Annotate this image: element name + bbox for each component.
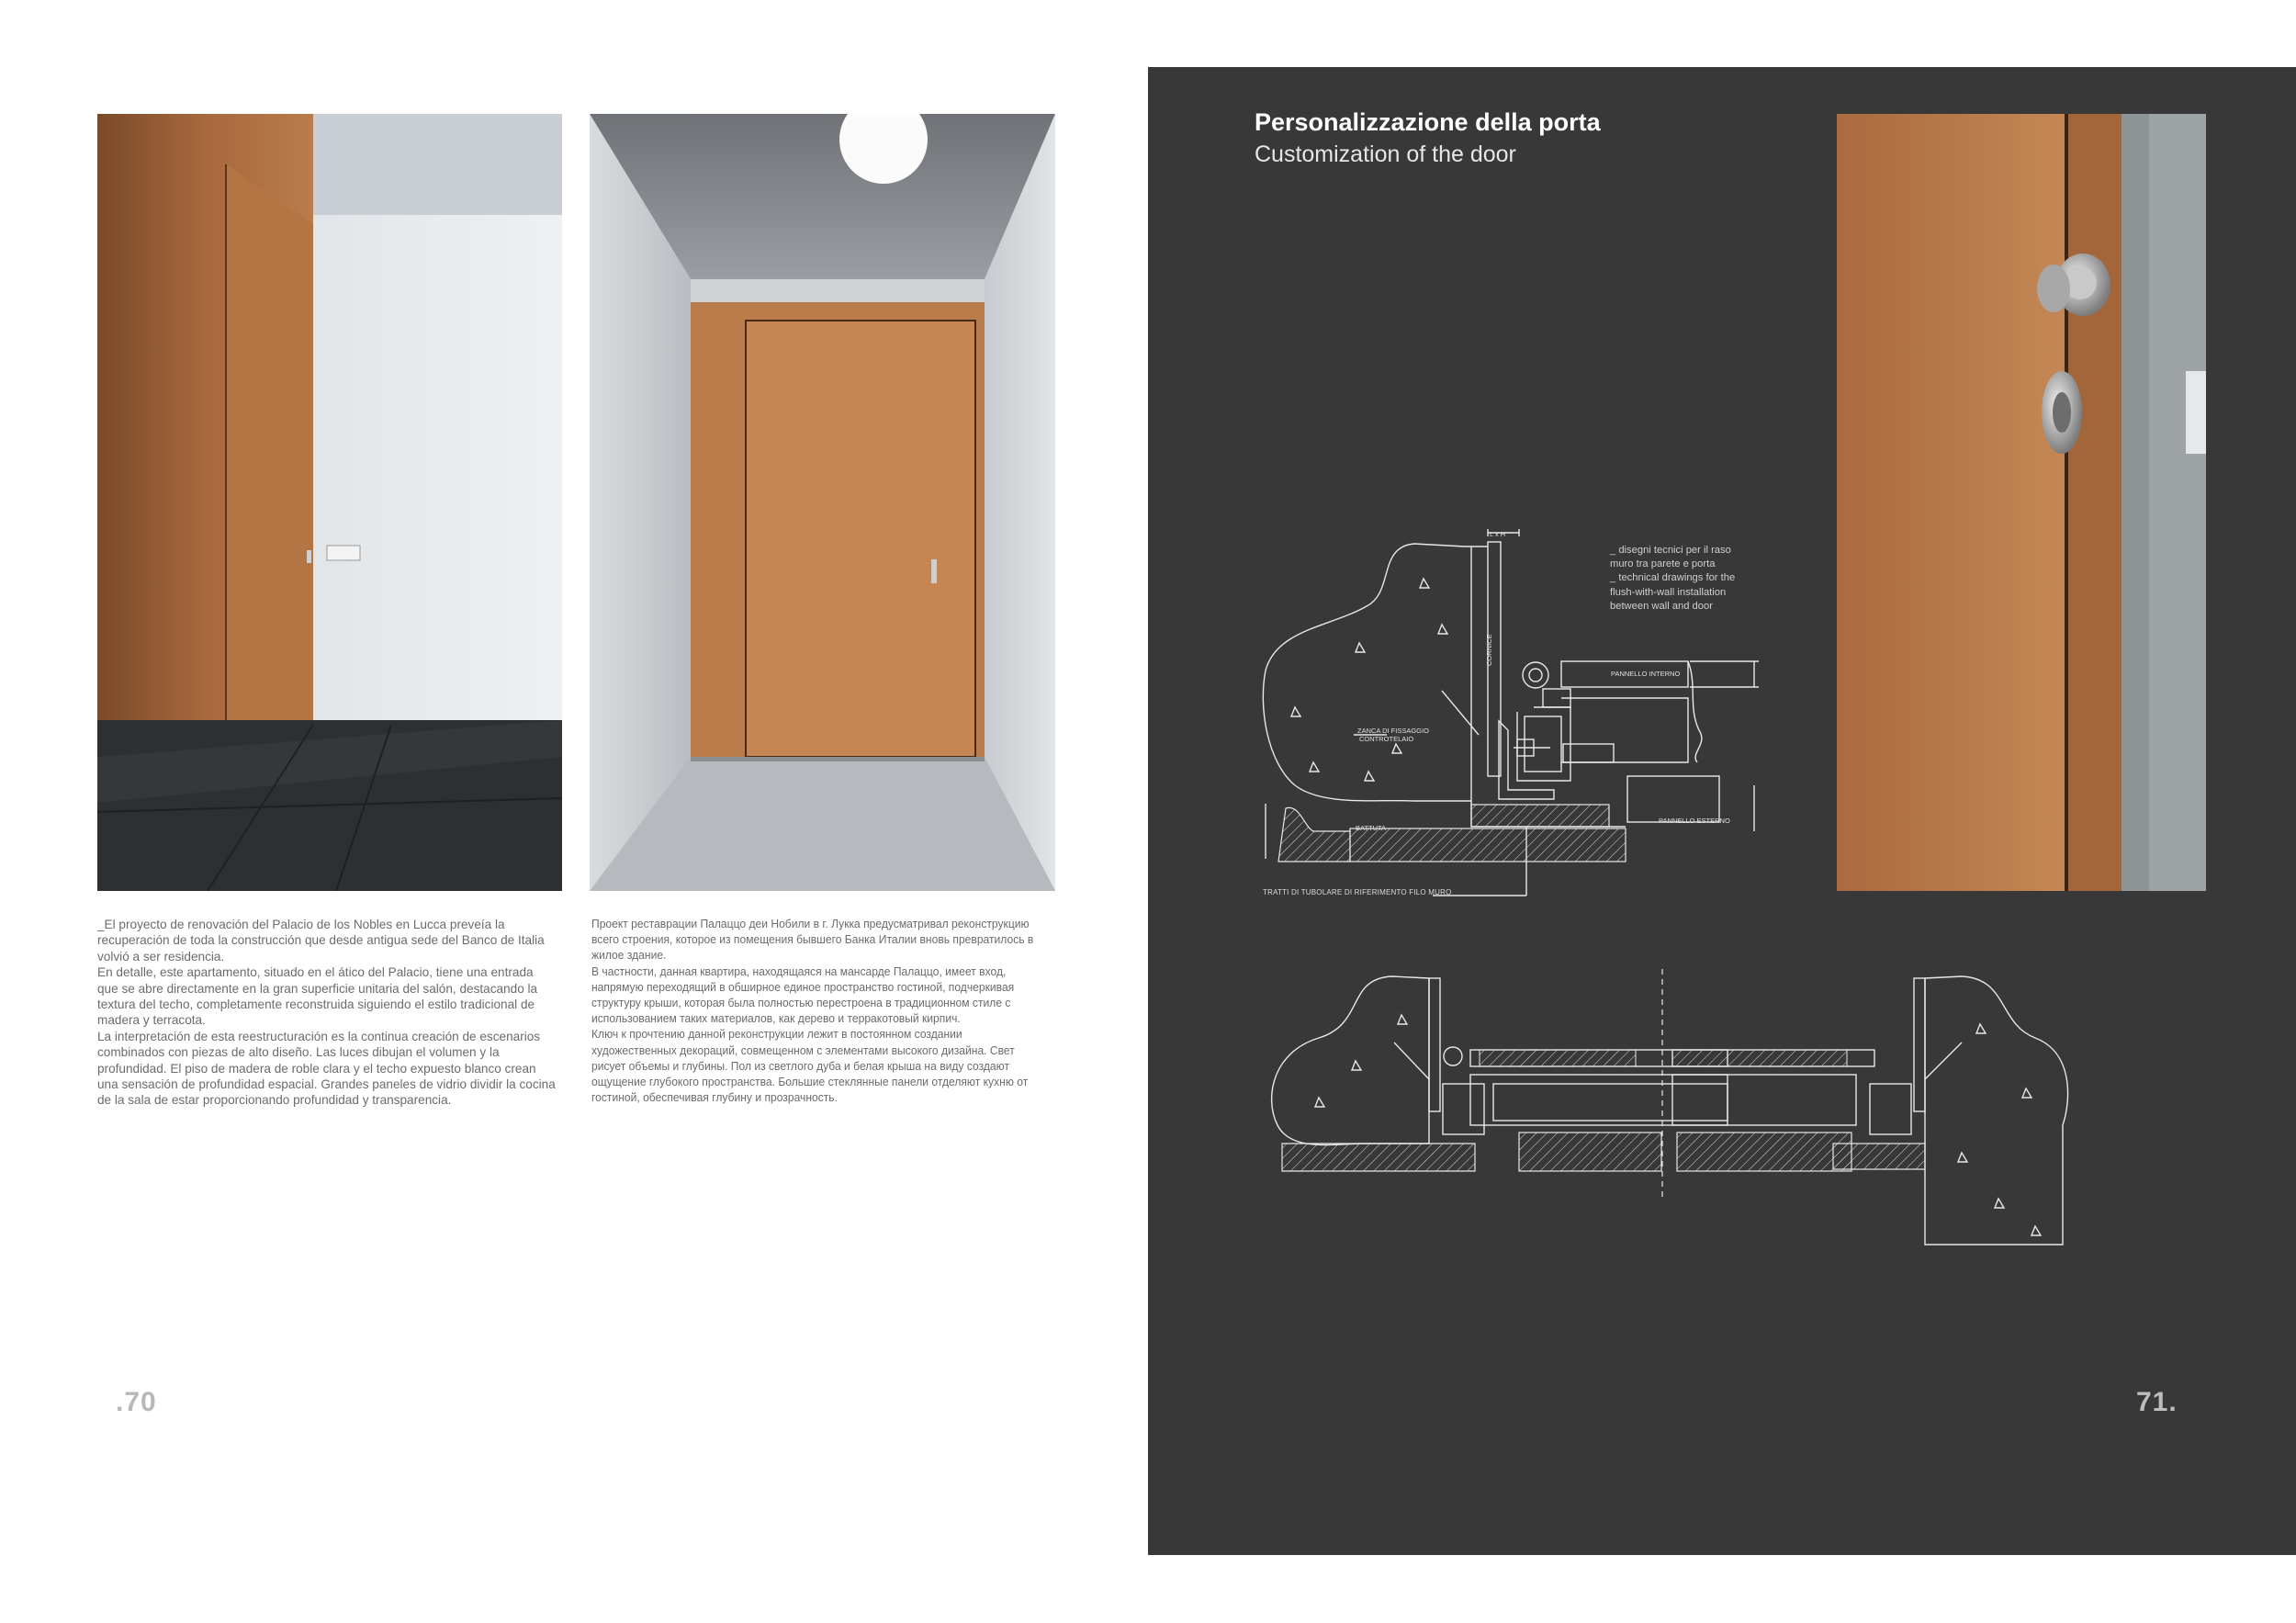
reference-line-label: TRATTI DI TUBOLARE DI RIFERIMENTO FILO MURO: [1263, 888, 1452, 896]
wall-section-outline: [1263, 544, 1471, 801]
technical-drawing-section: [1258, 524, 1769, 909]
russian-paragraph-1: Проект реставрации Палаццо деи Нобили в г. Лукка предусматривал реконструкцию всего строения, которое из помещения бывшего Банка Италии вновь превратилось в жилое здание.: [591, 918, 1034, 963]
russian-paragraph-2: В частности, данная квартира, находящаяся на мансарде Палаццо, имеет вход, напрямую переходящий в обширное единое пространство гостиной, подчеркивая структуру крыши, которая была полностью перестроена в традиционном стиле с использованием таких материалов, как дерево и терракотовый кирпич.: [591, 964, 1015, 1026]
page-number-left: .70: [116, 1387, 157, 1417]
label-pannello-esterno: PANNELLO ESTERNO: [1659, 817, 1730, 825]
russian-description: [591, 917, 1037, 1106]
door-handle-closeup-photo: [1837, 114, 2206, 891]
page-number-right: 71.: [2136, 1387, 2178, 1417]
label-cornice: CORNICE: [1485, 634, 1493, 666]
title-italian: Personalizzazione della porta: [1255, 108, 1601, 136]
note-line: _ disegni tecnici per il raso: [1610, 545, 1731, 556]
spanish-paragraph-2: En detalle, este apartamento, situado en el ático del Palacio, tiene una entrada que se abre directamente en la gran superficie unitaria del salón, destacando la textura del techo, completamente reconstruida siguiendo el estilo tradicional de madera y terracota.: [97, 965, 538, 1028]
technical-drawing-plan: [1264, 969, 2090, 1249]
note-line: between wall and door: [1610, 600, 1713, 612]
spanish-paragraph-3: La interpretación de esta reestructuración es la continua creación de escenarios combinados con piezas de alto diseño. Las luces dibujan el volumen y la profundidad. El piso de madera de roble clara y el techo expuesto blanco crean una sensación de profundidad espacial. Grandes paneles de vidrio dividir la cocina de la sala de estar proporcionando profundidad y transparencia.: [97, 1029, 556, 1108]
dim-label: L x H: [1490, 530, 1506, 538]
note-line: flush-with-wall installation: [1610, 586, 1727, 598]
note-line: _ technical drawings for the: [1610, 572, 1736, 584]
label-pannello-interno: PANNELLO INTERNO: [1611, 670, 1681, 678]
spanish-description: [97, 917, 557, 1109]
russian-paragraph-3: Ключ к прочтению данной реконструкции лежит в постоянном создании художественных декораций, совмещенном с элементами высокого дизайна. Свет рисует объемы и глубины. Пол из светлого дуба и белая крыша на виду создают ощущение глубокого пространства. Большие стеклянные панели отделяют кухню от гостиной, обеспечивая глубину и прозрачность.: [591, 1028, 1029, 1105]
title-english: Customization of the door: [1255, 141, 1516, 167]
hallway-photo-front-view: [590, 114, 1055, 891]
label-controtelaio: CONTROTELAIO: [1359, 735, 1414, 743]
note-line: muro tra parete e porta: [1610, 558, 1716, 570]
label-zanca: ZANCA DI FISSAGGIO: [1357, 727, 1429, 735]
hallway-photo-side-view: [97, 114, 562, 891]
label-battuta: BATTUTA: [1356, 824, 1387, 832]
spanish-paragraph-1: _El proyecto de renovación del Palacio de los Nobles en Lucca preveía la recuperación de toda la construcción que desde antigua sede del Banco de Italia volvió a ser residencia.: [97, 918, 545, 964]
